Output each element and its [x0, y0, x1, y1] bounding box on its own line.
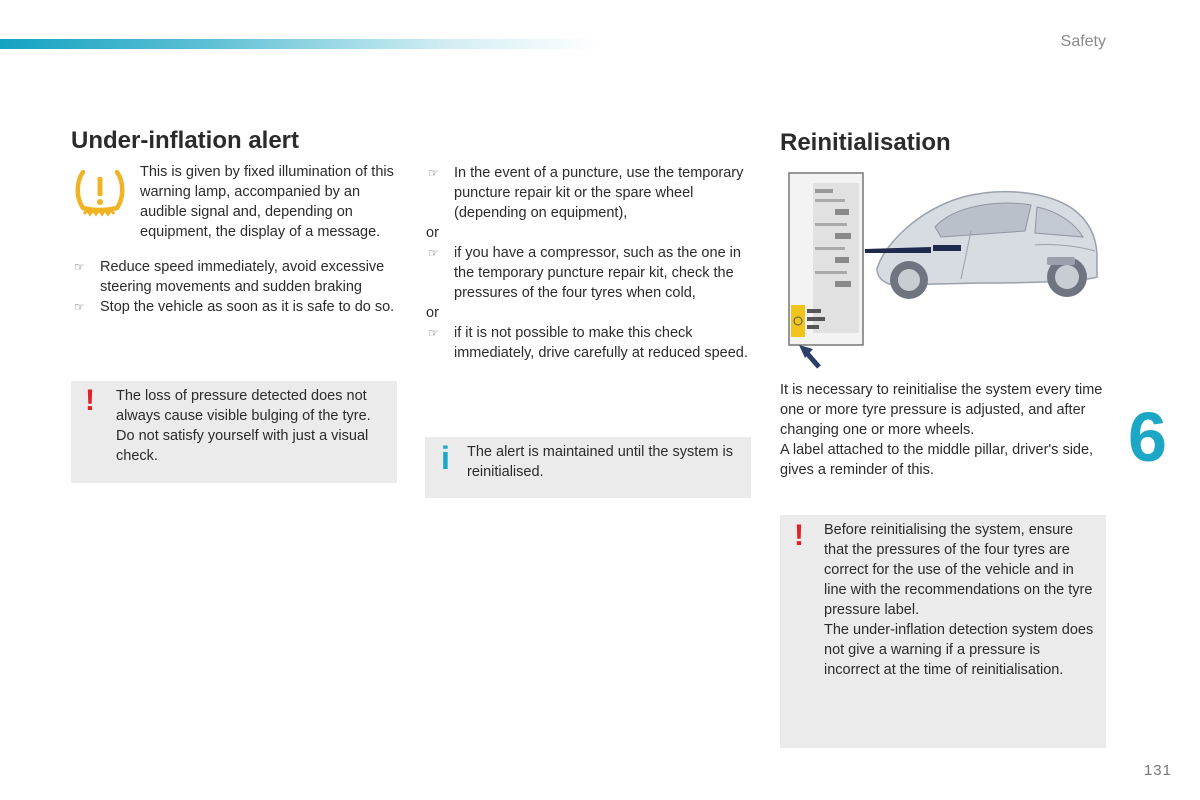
exclamation-icon: !: [85, 384, 95, 417]
warning-note-box: [71, 381, 397, 483]
reinitialisation-title: Reinitialisation: [780, 129, 951, 156]
pointing-hand-icon: ☞: [74, 300, 85, 314]
exclamation-icon: !: [794, 519, 804, 552]
under-inflation-title: Under-inflation alert: [71, 127, 300, 154]
or-separator: or: [426, 225, 439, 241]
page-number: 131: [1143, 762, 1172, 779]
reinit-warning-text-1: Before reinitialising the system, ensure that the pressures of the four tyres are correct for the use of the vehicle and in line with the recommendations on the tyre pressure label.: [824, 522, 1093, 618]
list-item: ☞ if it is not possible to make this check immediately, drive carefully at reduced speed.: [428, 325, 748, 361]
pointing-hand-icon: ☞: [74, 260, 85, 274]
reinit-body-1: It is necessary to reinitialise the system every time one or more tyre pressure is adjusted, and after changing one or more wheels.: [780, 382, 1103, 438]
reinit-warning-text-2: The under-inflation detection system does not give a warning if a pressure is incorrect at the time of reinitialisation.: [824, 622, 1094, 678]
info-text: The alert is maintained until the system is reinitialised.: [467, 444, 733, 480]
lamp-description: This is given by fixed illumination of this warning lamp, accompanied by an audible signal and, depending on equipment, the display of a message.: [140, 164, 394, 240]
list-item: ☞ In the event of a puncture, use the temporary puncture repair kit or the spare wheel (depending on equipment),: [428, 165, 744, 221]
reinit-warning-box: [780, 515, 1106, 748]
chapter-number: 6: [1128, 398, 1167, 476]
header-accent-bar: [0, 39, 600, 49]
or-separator: or: [426, 305, 439, 321]
middle-bullet-list: [426, 163, 751, 363]
list-item: ☞ if you have a compressor, such as the one in the temporary puncture repair kit, check the pressures of the four tyres when cold,: [428, 245, 741, 301]
pointing-hand-icon: ☞: [428, 326, 439, 340]
reinit-body-2: A label attached to the middle pillar, driver's side, gives a reminder of this.: [780, 442, 1094, 478]
pointing-hand-icon: ☞: [428, 166, 439, 180]
info-icon: i: [441, 440, 450, 476]
tyre-pressure-warning-icon: [74, 168, 126, 218]
list-item: ☞ Reduce speed immediately, avoid excessive steering movements and sudden braking: [74, 259, 385, 295]
section-title: Safety: [1060, 33, 1106, 50]
pointing-hand-icon: ☞: [428, 246, 439, 260]
warning-text: The loss of pressure detected does not always cause visible bulging of the tyre. Do not satisfy yourself with just a visual check.: [116, 388, 371, 464]
left-bullet-list: [72, 257, 402, 317]
car-pillar-label-illustration: [785, 165, 1105, 375]
list-item: ☞ Stop the vehicle as soon as it is safe to do so.: [74, 299, 395, 315]
info-note-box: [425, 437, 751, 498]
